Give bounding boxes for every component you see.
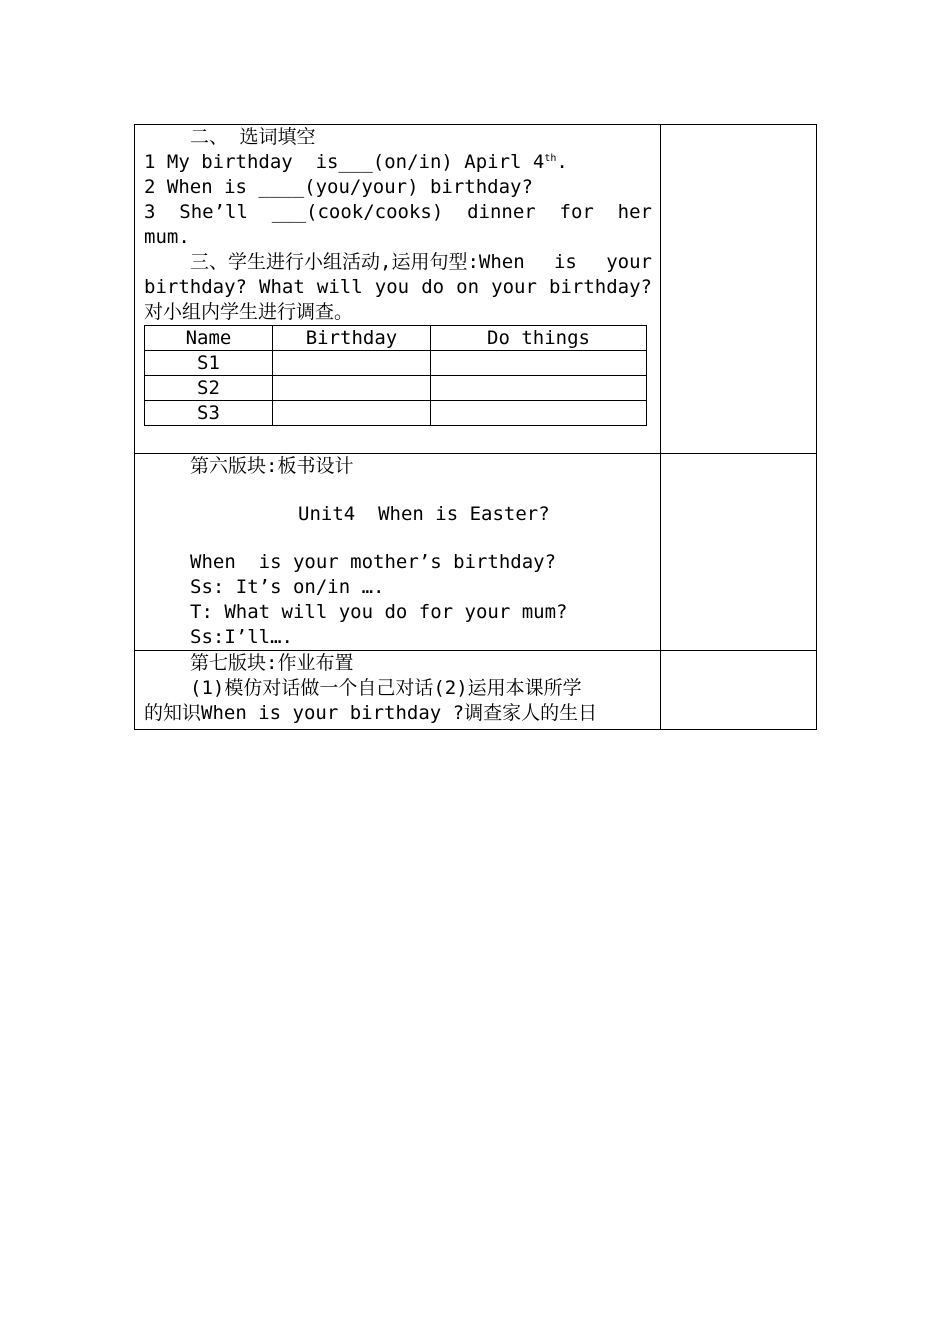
section6-heading: 第六版块:板书设计 (190, 455, 354, 477)
survey-cell-birthday (273, 401, 431, 426)
board-line: T: What will you do for your mum? (190, 601, 568, 623)
notes-cell (661, 651, 817, 730)
exercises-cell (135, 125, 661, 454)
row-exercises (135, 125, 817, 454)
survey-row (145, 401, 647, 426)
survey-cell-name: S2 (145, 376, 273, 401)
survey-cell-name: S3 (145, 401, 273, 426)
section3-line-1: 三、学生进行小组活动,运用句型:When is your (190, 251, 652, 273)
row-homework (135, 651, 817, 730)
survey-header-name: Name (145, 326, 273, 351)
notes-cell (661, 125, 817, 454)
survey-cell-birthday (273, 376, 431, 401)
survey-cell-do-things (431, 401, 647, 426)
homework-line-2: 的知识When is your birthday ?调查家人的生日 (144, 702, 598, 724)
section2-heading: 二、 选词填空 (190, 126, 316, 148)
survey-cell-birthday (273, 351, 431, 376)
survey-row (145, 351, 647, 376)
section3-line-3: 对小组内学生进行调查。 (144, 301, 354, 323)
board-line: Ss:I’ll…. (190, 626, 293, 648)
question-3: 3 She’ll ___(cook/cooks) dinner for her (144, 201, 652, 223)
survey-cell-do-things (431, 376, 647, 401)
board-title: Unit4 When is Easter? (298, 503, 550, 525)
board-design-cell (135, 454, 661, 651)
board-line: When is your mother’s birthday? (190, 551, 557, 573)
survey-table (144, 325, 647, 426)
survey-cell-name: S1 (145, 351, 273, 376)
question-3-continued: mum. (144, 226, 190, 248)
notes-cell (661, 454, 817, 651)
question-1: 1 My birthday is___(on/in) Apirl 4th. (144, 151, 568, 173)
lesson-plan-table (134, 124, 817, 730)
row-board-design (135, 454, 817, 651)
board-line: Ss: It’s on/in …. (190, 576, 385, 598)
homework-line-1: (1)模仿对话做一个自己对话(2)运用本课所学 (190, 677, 582, 699)
survey-cell-do-things (431, 351, 647, 376)
homework-cell (135, 651, 661, 730)
survey-header-do-things: Do things (431, 326, 647, 351)
survey-row (145, 376, 647, 401)
section3-line-2: birthday? What will you do on your birthday? (144, 276, 652, 298)
survey-header-row (145, 326, 647, 351)
survey-header-birthday: Birthday (273, 326, 431, 351)
question-2: 2 When is ____(you/your) birthday? (144, 176, 533, 198)
section7-heading: 第七版块:作业布置 (190, 652, 354, 674)
